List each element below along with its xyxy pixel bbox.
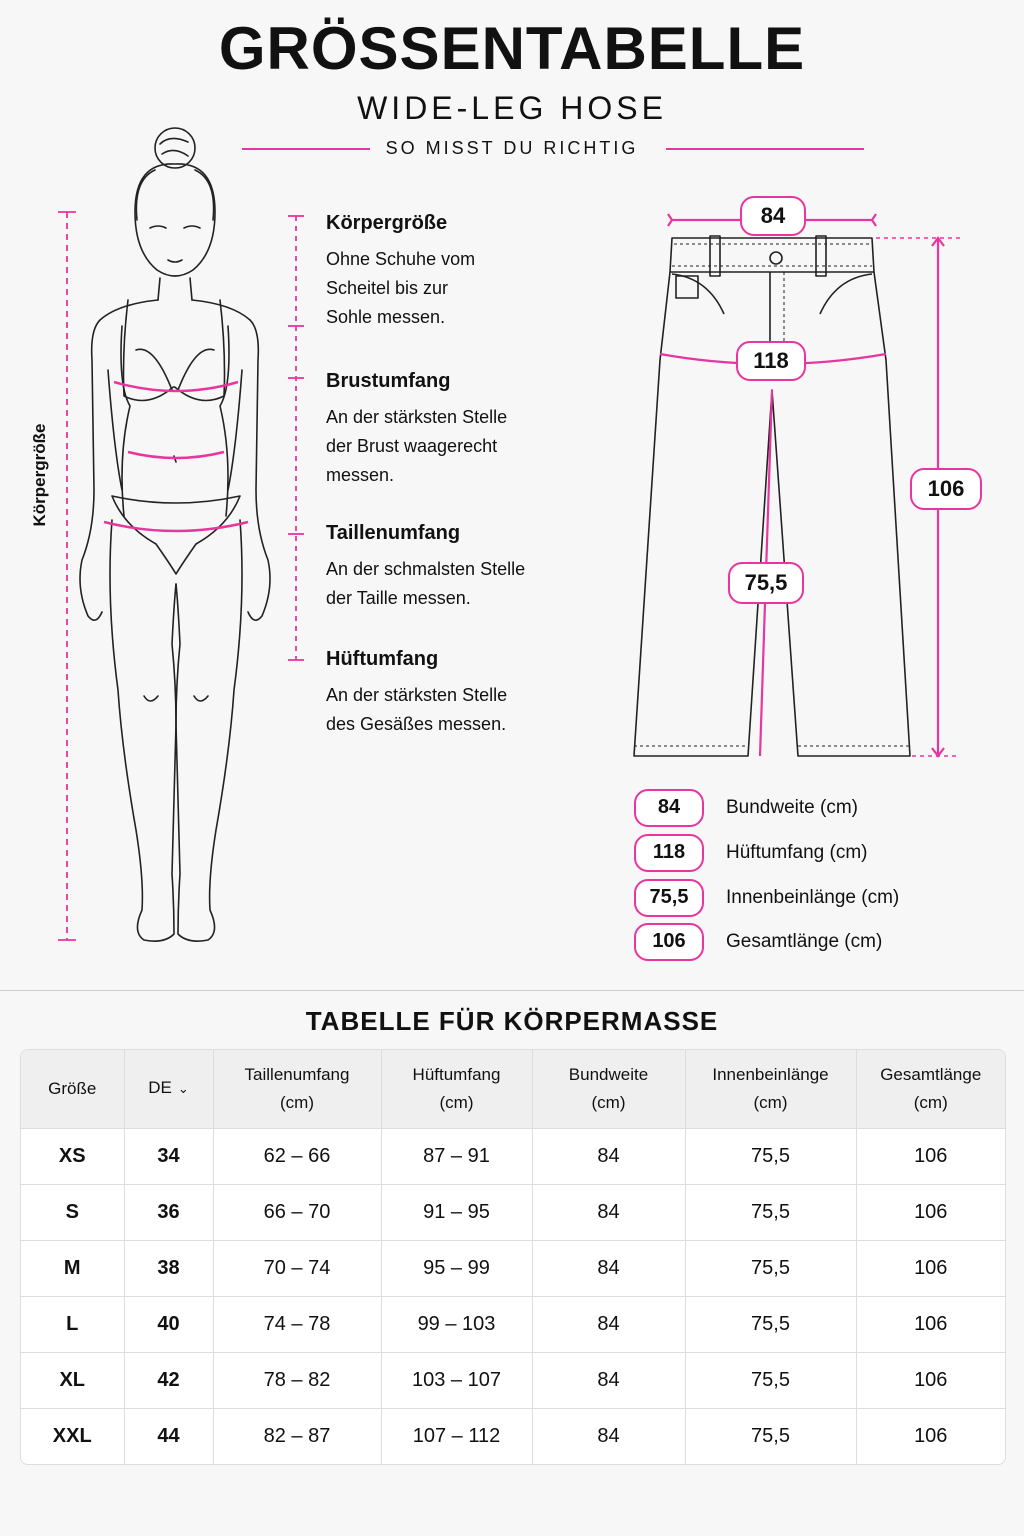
waistband: [670, 238, 874, 272]
how-to-measure-heading: SO MISST DU RICHTIG: [385, 138, 639, 158]
legend-item: [634, 879, 899, 917]
measure-key-line: [286, 210, 310, 670]
section-divider: [0, 990, 1024, 991]
table-row: M 38 70 – 74 95 – 99 84 75,5 106: [21, 1240, 1005, 1296]
hair-bun: [155, 128, 195, 168]
table-row: XXL 44 82 – 87 107 – 112 84 75,5 106: [21, 1408, 1005, 1464]
legend-badge: 84: [634, 789, 704, 827]
legend-badge: 75,5: [634, 879, 704, 917]
table-row: S 36 66 – 70 91 – 95 84 75,5 106: [21, 1184, 1005, 1240]
table-header-row: [21, 1050, 1005, 1128]
measure-waist: [326, 522, 606, 613]
legend-item: [634, 923, 882, 961]
measure-title: Taillenumfang: [326, 522, 461, 544]
legend-item: [634, 834, 867, 872]
right-leg: [176, 520, 242, 941]
button: [770, 252, 782, 264]
page-title: GRÖSSENTABELLE: [218, 15, 806, 82]
measure-title: Brustumfang: [326, 370, 451, 392]
table-row: XL 42 78 – 82 103 – 107 84 75,5 106: [21, 1352, 1005, 1408]
hip-badge: 118: [736, 341, 806, 381]
header-waist: Taillenumfang (cm): [213, 1050, 381, 1128]
table-row: XS 34 62 – 66 87 – 91 84 75,5 106: [21, 1128, 1005, 1184]
measure-description: Ohne Schuhe vom Scheitel bis zur Sohle messen.: [326, 249, 476, 327]
header-de-dropdown[interactable]: DE ⌄: [124, 1050, 213, 1128]
divider-right: [666, 148, 864, 150]
waist-badge: 84: [740, 196, 806, 236]
legend-badge: 106: [634, 923, 704, 961]
waist-measure-line: [128, 452, 224, 458]
header-hip: Hüftumfang (cm): [381, 1050, 532, 1128]
hip-measure-line: [104, 522, 248, 531]
bust-measure-line: [114, 382, 238, 391]
measure-description: An der stärksten Stelle der Brust waagerecht messen.: [326, 407, 508, 485]
left-arm: [80, 300, 158, 620]
legend-item: [634, 789, 858, 827]
header-inseam: Innenbeinlänge (cm): [685, 1050, 856, 1128]
length-badge: 106: [910, 468, 982, 510]
measure-description: An der schmalsten Stelle der Taille messen.: [326, 559, 526, 608]
table-row: L 40 74 – 78 99 – 103 84 75,5 106: [21, 1296, 1005, 1352]
legend-badge: 118: [634, 834, 704, 872]
bra: [124, 300, 225, 401]
header-waistband: Bundweite (cm): [532, 1050, 685, 1128]
torso: [121, 326, 229, 516]
measure-description: An der stärksten Stelle des Gesäßes messen.: [326, 685, 508, 734]
briefs: [112, 496, 240, 574]
body-figure-illustration: [0, 120, 320, 980]
legend-label: Innenbeinlänge (cm): [726, 887, 900, 908]
table-title: TABELLE FÜR KÖRPERMASSE: [305, 1006, 719, 1036]
vertical-height-label: Körpergröße: [30, 423, 49, 527]
size-table: [20, 1049, 1006, 1465]
measure-title: Hüftumfang: [326, 648, 439, 670]
measure-bust: [326, 370, 606, 490]
measure-title: Körpergröße: [326, 212, 448, 234]
inseam-badge: 75,5: [728, 562, 804, 604]
legend-label: Hüftumfang (cm): [726, 842, 868, 863]
right-arm: [192, 300, 270, 620]
page-subtitle: WIDE-LEG HOSE: [357, 90, 667, 126]
left-leg: [110, 520, 176, 941]
legend-label: Bundweite (cm): [726, 797, 858, 818]
header-length: Gesamtlänge (cm): [856, 1050, 1005, 1128]
header-size: Größe: [21, 1050, 124, 1128]
legend-label: Gesamtlänge (cm): [726, 931, 883, 952]
chevron-down-icon: ⌄: [177, 1081, 189, 1097]
measure-hip: [326, 648, 606, 739]
measure-height: [326, 212, 606, 332]
head: [135, 164, 215, 276]
